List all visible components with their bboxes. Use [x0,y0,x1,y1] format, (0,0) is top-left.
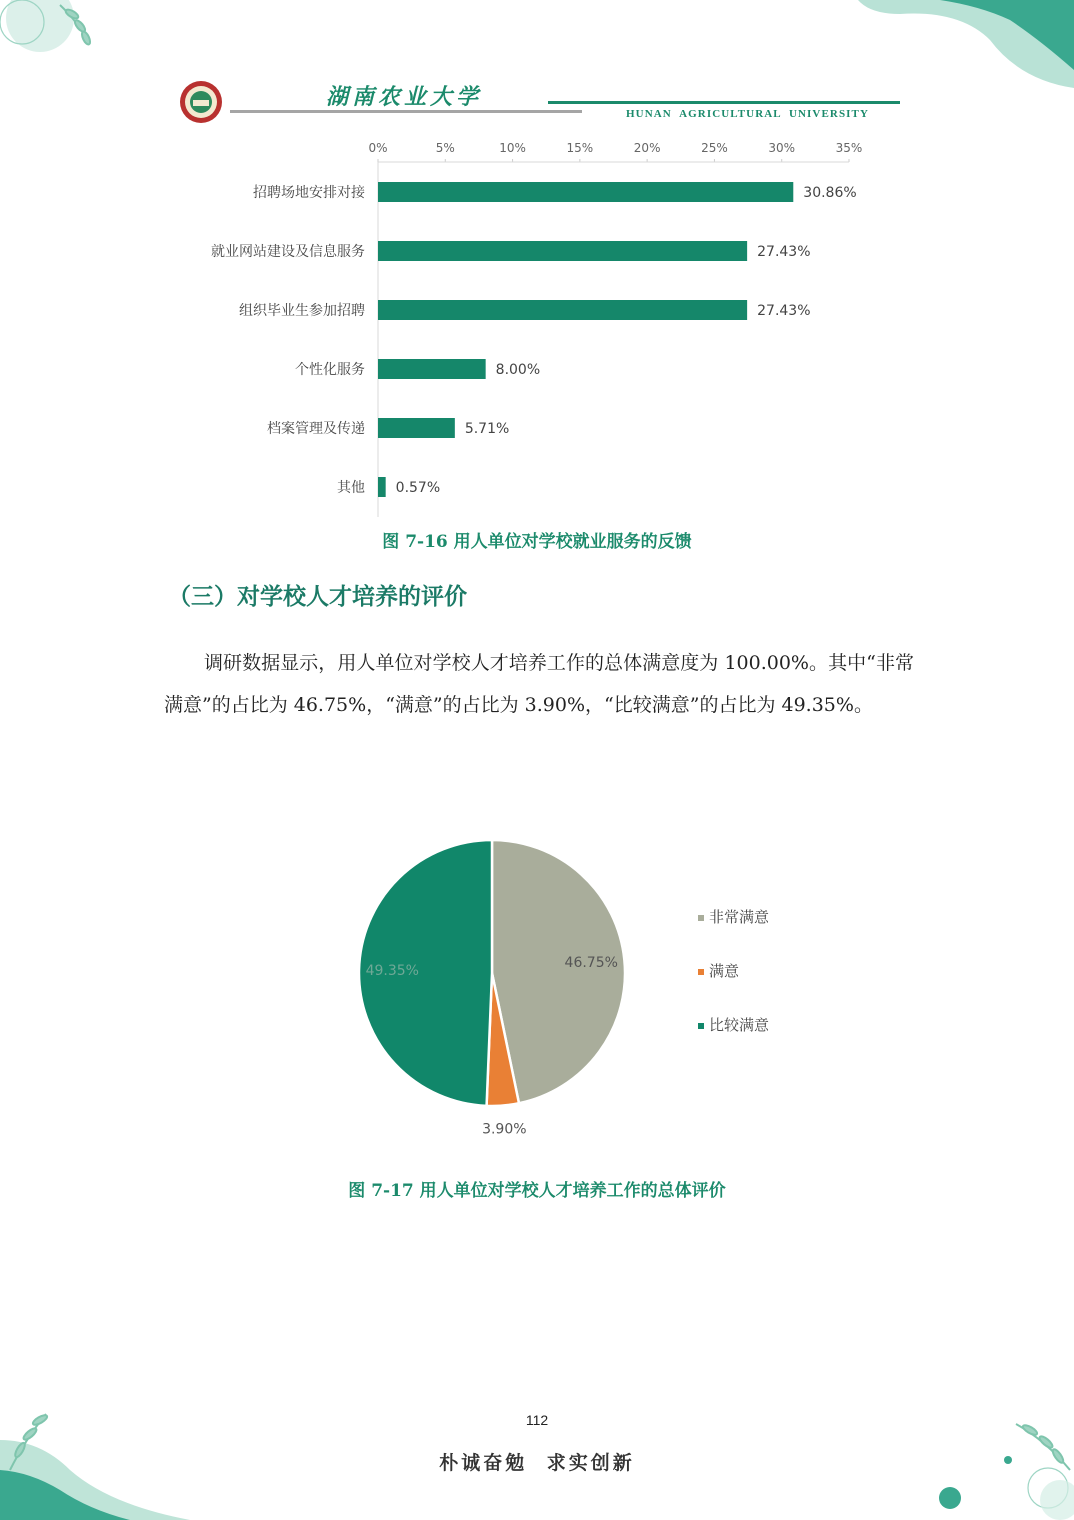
data-label: 0.57% [395,480,441,496]
data-label: 3.90% [482,1121,527,1138]
employment-service-bar-chart [0,130,1074,520]
legend-swatch [698,969,704,975]
x-tick-label: 35% [835,141,863,155]
category-label: 招聘场地安排对接 [253,185,365,201]
bar [378,241,747,261]
university-emblem [178,80,226,124]
bar [378,359,486,379]
legend-label: 满意 [709,962,740,980]
legend-swatch [698,915,704,921]
bar [378,300,747,320]
legend-item-fairly-satisfied [698,1014,769,1035]
data-label: 27.43% [757,303,811,319]
footer-motto: 朴诚奋勉 求实创新 [439,1452,635,1474]
data-label: 46.75% [564,954,618,971]
header-rule-gray [230,110,582,113]
x-tick-label: 25% [701,141,728,155]
bar [378,418,455,438]
figure-caption-7-17: 图 7-17 用人单位对学校人才培养工作的总体评价 [348,1181,726,1201]
x-tick-label: 20% [633,141,661,155]
header-rule-green [548,101,900,104]
bar [378,182,793,202]
university-name-en: HUNAN AGRICULTURAL UNIVERSITY [626,108,870,120]
legend-label: 比较满意 [709,1016,770,1034]
satisfaction-pie-chart [300,820,700,1150]
legend-label: 非常满意 [709,908,770,926]
data-label: 8.00% [495,362,541,378]
x-tick-label: 30% [768,141,796,155]
data-label: 5.71% [464,421,510,437]
university-name-cn: 湖南农业大学 [326,84,483,110]
page-number: 112 [525,1412,549,1428]
data-label: 30.86% [803,185,857,201]
legend-swatch [698,1023,704,1029]
bar [378,477,386,497]
section-heading: （三）对学校人才培养的评价 [168,584,467,610]
x-tick-label: 0% [368,141,388,155]
category-label: 组织毕业生参加招聘 [239,303,365,319]
legend-item-very-satisfied [698,906,769,927]
category-label: 档案管理及传递 [267,421,365,437]
category-label: 其他 [337,480,365,496]
category-label: 个性化服务 [295,362,365,378]
x-tick-label: 5% [435,141,455,155]
category-label: 就业网站建设及信息服务 [211,244,365,260]
x-tick-label: 10% [499,141,526,155]
legend-item-satisfied [698,960,739,981]
x-tick-label: 15% [566,141,594,155]
figure-caption-7-16: 图 7-16 用人单位对学校就业服务的反馈 [382,532,692,552]
body-paragraph: 调研数据显示，用人单位对学校人才培养工作的总体满意度为 100.00%。其中“非常满意”的占比为 46.75%，“满意”的占比为 3.90%，“比较满意”的占比为 49.35%。 [164,652,914,716]
data-label: 49.35% [365,962,419,979]
data-label: 27.43% [757,244,811,260]
